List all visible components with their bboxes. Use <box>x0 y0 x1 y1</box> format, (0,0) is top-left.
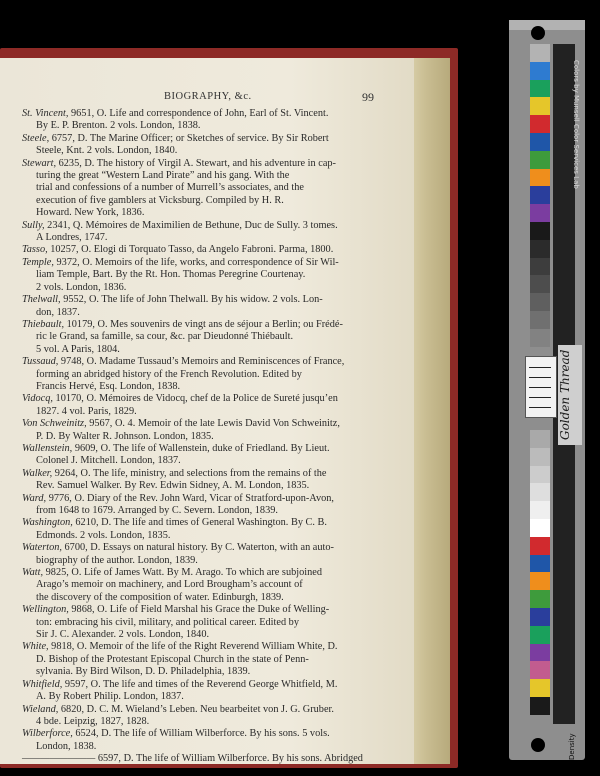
entry-text: 9372, O. Memoirs of the life, works, and correspondence of Sir Wil- <box>53 256 339 268</box>
strip-ruler <box>525 356 557 418</box>
color-swatch <box>530 80 550 98</box>
bibliography-entry <box>22 704 384 729</box>
running-head: BIOGRAPHY, &c. <box>164 91 252 102</box>
color-swatch <box>530 590 550 608</box>
entry-text: 9597, O. The life and times of the Reverend George Whitfield, M. <box>62 678 338 690</box>
entry-subject-name: Whitfield, <box>22 678 63 690</box>
book-page <box>0 58 414 764</box>
entry-subject-name: Ward, <box>22 492 47 504</box>
bibliography-entry <box>22 319 384 356</box>
entry-text: 9825, O. Life of James Watt. By M. Arago. To which are subjoined <box>43 567 322 579</box>
bibliography-entry <box>22 567 384 604</box>
entry-line <box>22 442 384 455</box>
color-swatch <box>530 519 550 537</box>
entry-text: 9264, O. The life, ministry, and selections from the remains of the <box>52 467 327 479</box>
entry-line: Howard. New York, 1836. <box>36 207 145 219</box>
entry-subject-name: Wellington, <box>22 604 69 616</box>
bibliography-entry <box>22 517 384 542</box>
entry-line <box>22 294 384 306</box>
color-swatch <box>530 448 550 466</box>
bibliography-entry <box>22 294 384 319</box>
entry-line <box>22 244 384 256</box>
entry-line: By E. P. Brenton. 2 vols. London, 1838. <box>36 120 201 132</box>
bibliography-entry <box>22 220 384 245</box>
entry-line: Arago’s memoir on machinery, and Lord Brougham’s account of <box>36 579 303 591</box>
entry-line: biography of the author. London, 1839. <box>36 554 198 566</box>
color-swatch <box>530 204 550 222</box>
color-swatch <box>530 537 550 555</box>
entry-line: forming an abridged history of the French Revolution. Edited by <box>36 368 302 380</box>
entry-line <box>22 393 384 405</box>
entry-subject-name: Waterton, <box>22 542 62 554</box>
color-swatch <box>530 483 550 501</box>
color-swatch <box>530 466 550 484</box>
entry-line <box>22 318 384 331</box>
entry-subject-name: Wieland, <box>22 703 59 715</box>
entry-text: 9651, O. Life and correspondence of John, Earl of St. Vincent. <box>68 108 329 119</box>
entry-subject-name: White, <box>22 641 49 653</box>
entry-line: execution of five gamblers at Vicksburg. Compiled by H. R. <box>36 194 284 206</box>
color-swatch <box>530 133 550 151</box>
color-swatch <box>530 430 550 448</box>
entry-line <box>22 418 384 430</box>
entry-text: 9609, O. The life of Wallenstein, duke of Friedland. By Lieut. <box>72 442 330 454</box>
entry-line: 2 vols. London, 1836. <box>36 281 127 293</box>
entry-line <box>22 108 384 120</box>
entry-line: P. D. By Walter R. Johnson. London, 1835. <box>36 430 214 442</box>
entry-line <box>22 542 384 554</box>
entry-text: 6210, D. The life and times of General Washington. By C. B. <box>72 517 328 529</box>
entry-subject-name: Thiebault, <box>22 318 65 330</box>
entry-line: the discovery of the composition of water. Edinburgh, 1839. <box>36 591 284 603</box>
color-swatch <box>530 222 550 240</box>
color-swatch <box>530 240 550 258</box>
entry-line: liam Temple, Bart. By the Rt. Hon. Thomas Peregrine Courtenay. <box>36 269 306 281</box>
entry-subject-name: Walker, <box>22 467 53 479</box>
color-swatch <box>530 501 550 519</box>
color-swatch <box>530 151 550 169</box>
munsell-label: Colors by Munsell Color Services Lab <box>572 59 580 189</box>
entry-line <box>22 157 384 170</box>
entry-subject-name: Stewart, <box>22 157 57 169</box>
entry-line: trial and confessions of a number of Murrell’s associates, and the <box>36 182 304 194</box>
color-swatch <box>530 644 550 662</box>
ruler-mark <box>529 387 551 388</box>
color-swatch <box>530 186 550 204</box>
color-swatch <box>530 608 550 626</box>
entry-text: 2341, Q. Mémoires de Maximilien de Bethune, Duc de Sully. 3 tomes. <box>44 219 338 231</box>
entry-subject-name: Tussaud, <box>22 356 59 368</box>
color-swatch <box>530 62 550 80</box>
entry-text: 10179, O. Mes souvenirs de vingt ans de séjour a Berlin; ou Frédé- <box>64 318 343 330</box>
entry-text: 9552, O. The life of John Thelwall. By his widow. 2 vols. Lon- <box>60 294 323 306</box>
entry-text: 10170, O. Mémoires de Vidocq, chef de la Police de Sureté jusqu’en <box>52 393 338 405</box>
entry-line <box>22 467 384 480</box>
entry-line: Sir J. C. Alexander. 2 vols. London, 1840. <box>36 629 210 641</box>
entry-line: ric le Grand, sa famille, sa cour, &c. par Dieudonné Thiébault. <box>36 331 294 343</box>
entry-subject-name: Wilberforce, <box>22 728 73 740</box>
color-swatch <box>530 311 550 329</box>
color-swatch <box>530 293 550 311</box>
color-swatch <box>530 97 550 115</box>
entry-list <box>22 108 384 766</box>
bibliography-entry <box>22 356 384 393</box>
entry-line: 5 vol. A Paris, 1804. <box>36 343 120 355</box>
bibliography-entry <box>22 244 384 256</box>
ruler-mark <box>529 397 551 398</box>
entry-text: 9868, O. Life of Field Marshal his Grace the Duke of Welling- <box>68 604 330 616</box>
entry-text: 9776, O. Diary of the Rev. John Ward, Vicar of Stratford-upon-Avon, <box>46 492 334 504</box>
entry-line: ton: embracing his civil, military, and political career. Edited by <box>36 616 299 628</box>
color-swatch <box>530 555 550 573</box>
entry-subject-name: St. Vincent, <box>22 108 69 119</box>
entry-subject-name: Watt, <box>22 567 44 579</box>
entry-line <box>22 567 384 579</box>
bibliography-entry <box>22 468 384 493</box>
color-swatch <box>530 44 550 62</box>
entry-line <box>22 356 384 368</box>
bibliography-entry <box>22 257 384 294</box>
color-swatch <box>530 115 550 133</box>
entry-text: 6757, D. The Marine Officer; or Sketches of service. By Sir Robert <box>49 132 329 144</box>
color-swatch <box>530 661 550 679</box>
entry-subject-name: Wallenstein, <box>22 442 73 454</box>
strip-brand-label: Golden Thread <box>558 345 582 445</box>
color-swatch <box>530 169 550 187</box>
entry-text: 9818, O. Memoir of the life of the Right Reverend William White, D. <box>48 641 338 653</box>
entry-text: 6820, D. C. M. Wieland’s Leben. Neu bearbeitet von J. G. Gruber. <box>58 703 334 715</box>
bibliography-entry <box>22 604 384 641</box>
entry-subject-name: ———————— <box>22 753 96 765</box>
ruler-mark <box>529 407 551 408</box>
entry-line: 4 bde. Leipzig, 1827, 1828. <box>36 715 150 727</box>
ruler-mark <box>529 367 551 368</box>
entry-subject-name: Vidocq, <box>22 393 53 405</box>
entry-subject-name: Temple, <box>22 256 54 268</box>
density-label: Density <box>568 733 576 760</box>
entry-line: A Londres, 1747. <box>36 232 108 244</box>
entry-line: Colonel J. Mitchell. London, 1837. <box>36 455 181 467</box>
entry-line <box>22 604 384 616</box>
color-swatch <box>530 275 550 293</box>
color-swatch <box>530 697 550 715</box>
entry-subject-name: Steele, <box>22 132 50 144</box>
entry-line <box>22 753 384 765</box>
bibliography-entry <box>22 753 384 765</box>
entry-line: sylvania. By Bird Wilson, D. D. Philadelphia, 1839. <box>36 666 251 678</box>
entry-text: 6235, D. The history of Virgil A. Stewart, and his adventure in cap- <box>56 157 336 169</box>
entry-line: from 1648 to 1679. Arranged by C. Severn. London, 1839. <box>36 505 278 516</box>
entry-subject-name: Sully, <box>22 219 45 231</box>
page-number: 99 <box>362 90 374 104</box>
entry-subject-name: Tasso, <box>22 244 48 256</box>
entry-subject-name: Washington, <box>22 517 73 529</box>
bibliography-entry <box>22 493 384 518</box>
entry-text: 6524, D. The life of William Wilberforce. By his sons. 5 vols. <box>72 728 330 740</box>
entry-subject-name: Thelwall, <box>22 294 61 306</box>
entry-line: Edmonds. 2 vols. London, 1835. <box>36 529 171 541</box>
color-swatch <box>530 572 550 590</box>
bibliography-entry <box>22 542 384 567</box>
entry-text: 10257, O. Elogi di Torquato Tasso, da Angelo Fabroni. Parma, 1800. <box>47 244 334 256</box>
entry-line <box>22 492 384 505</box>
bibliography-entry <box>22 108 384 133</box>
entry-line: Francis Hervé, Esq. London, 1838. <box>36 380 181 392</box>
entry-line: D. Bishop of the Protestant Episcopal Church in the state of Penn- <box>36 653 309 665</box>
strip-hole-bottom <box>531 738 545 752</box>
bibliography-entry <box>22 728 384 753</box>
bibliography-entry <box>22 158 384 220</box>
entry-text: 9567, O. 4. Memoir of the late Lewis David Von Schweinitz, <box>86 418 340 430</box>
entry-line <box>22 517 384 529</box>
entry-subject-name: Von Schweinitz, <box>22 418 87 430</box>
entry-line <box>22 219 384 232</box>
entry-line <box>22 703 384 716</box>
color-swatches-lower <box>530 430 550 715</box>
entry-line: 1827. 4 vol. Paris, 1829. <box>36 405 137 417</box>
entry-line <box>22 641 384 653</box>
entry-line: Steele, Knt. 2 vols. London, 1840. <box>36 145 178 157</box>
strip-hole-top <box>531 26 545 40</box>
entry-text: 6700, D. Essays on natural history. By C. Waterton, with an auto- <box>61 542 334 554</box>
color-swatch <box>530 329 550 347</box>
bibliography-entry <box>22 443 384 468</box>
entry-text: 9748, O. Madame Tussaud’s Memoirs and Reminiscences of France, <box>58 356 345 368</box>
entry-line <box>22 256 384 269</box>
bibliography-entry <box>22 641 384 678</box>
page-header <box>0 91 414 105</box>
color-swatches-upper <box>530 44 550 347</box>
entry-text: 6597, D. The life of William Wilberforce. By his sons. Abridged <box>95 753 363 765</box>
strip-top-band <box>509 20 585 30</box>
bibliography-entry <box>22 418 384 443</box>
entry-line: don, 1837. <box>36 306 80 318</box>
color-swatch <box>530 626 550 644</box>
entry-line <box>22 132 384 145</box>
bibliography-entry <box>22 679 384 704</box>
entry-line: turing the great “Western Land Pirate” and his gang. With the <box>36 170 290 182</box>
bibliography-entry <box>22 133 384 158</box>
entry-line: Rev. Samuel Walker. By Rev. Edwin Sidney, A. M. London, 1835. <box>36 480 310 492</box>
color-swatch <box>530 258 550 276</box>
entry-line <box>22 728 384 740</box>
entry-line: A. By Robert Philip. London, 1837. <box>36 691 184 703</box>
page-edges <box>410 58 450 764</box>
color-swatch <box>530 679 550 697</box>
entry-line <box>22 678 384 691</box>
ruler-mark <box>529 377 551 378</box>
entry-line: London, 1838. <box>36 740 97 752</box>
bibliography-entry <box>22 393 384 418</box>
